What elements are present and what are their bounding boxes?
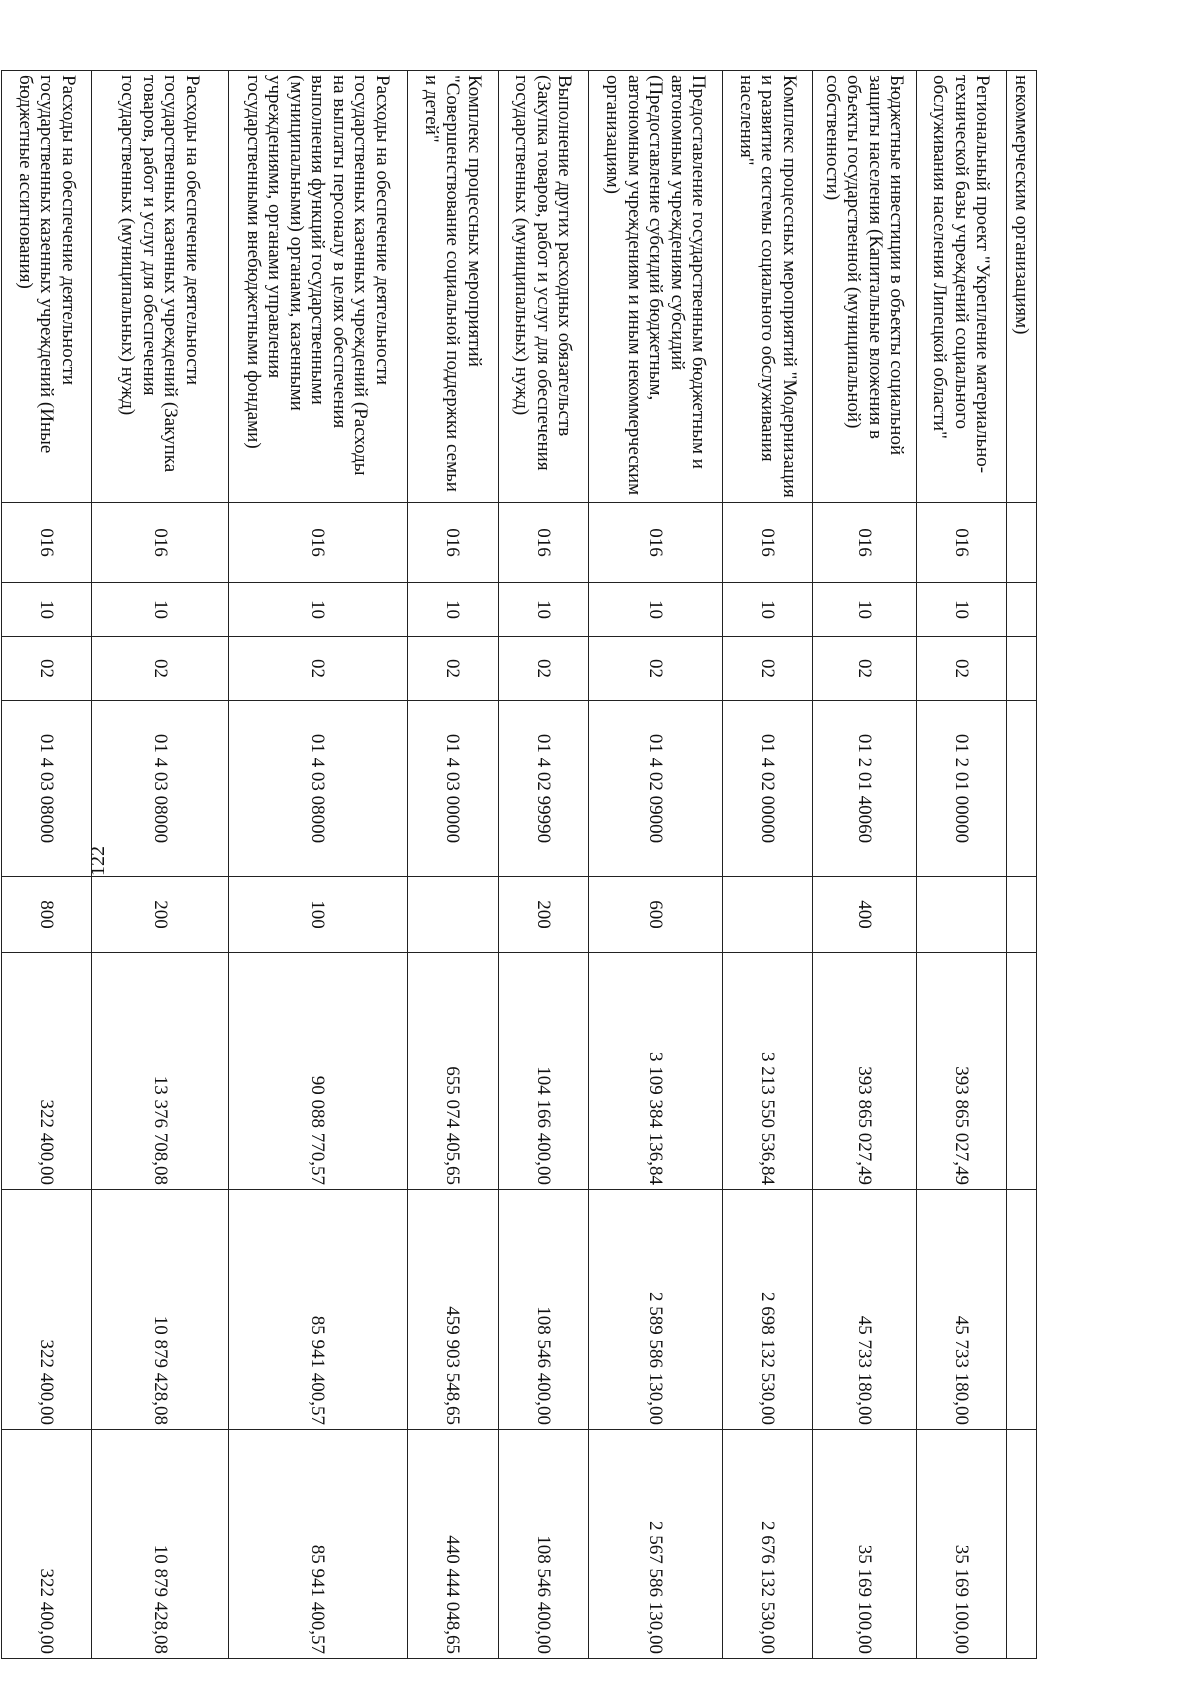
cell-rz bbox=[1006, 583, 1036, 637]
cell-name: Расходы на обеспечение деятельности государственных казенных учреждений (Закупка товаров, работ и услуг для обеспечения государственных (муниципальных) нужд) bbox=[92, 71, 229, 503]
cell-ved: 016 bbox=[407, 503, 498, 583]
cell-pr: 02 bbox=[588, 637, 722, 701]
cell-pr: 02 bbox=[2, 637, 92, 701]
cell-sum-1: 393 865 027,49 bbox=[916, 953, 1006, 1190]
cell-pr: 02 bbox=[723, 637, 813, 701]
cell-sum-2: 322 400,00 bbox=[2, 1190, 92, 1430]
cell-csr: 01 4 02 00000 bbox=[723, 701, 813, 877]
cell-pr: 02 bbox=[812, 637, 916, 701]
cell-sum-1: 90 088 770,57 bbox=[228, 953, 407, 1190]
cell-rz: 10 bbox=[407, 583, 498, 637]
cell-csr: 01 4 02 09000 bbox=[588, 701, 722, 877]
cell-name: Комплекс процессных мероприятий "Совершенствование социальной поддержки семьи и детей" bbox=[407, 71, 498, 503]
cell-ved: 016 bbox=[2, 503, 92, 583]
table-body bbox=[2, 71, 1037, 1659]
cell-sum-3: 35 169 100,00 bbox=[916, 1430, 1006, 1659]
cell-rz: 10 bbox=[92, 583, 229, 637]
cell-name: Расходы на обеспечение деятельности государственных казенных учреждений (Иные бюджетные ассигнования) bbox=[2, 71, 92, 503]
cell-sum-2: 45 733 180,00 bbox=[812, 1190, 916, 1430]
cell-sum-3: 35 169 100,00 bbox=[812, 1430, 916, 1659]
cell-ved: 016 bbox=[812, 503, 916, 583]
cell-vr: 100 bbox=[228, 877, 407, 953]
cell-pr: 02 bbox=[92, 637, 229, 701]
cell-csr: 01 2 01 00000 bbox=[916, 701, 1006, 877]
cell-sum-2: 459 903 548,65 bbox=[407, 1190, 498, 1430]
cell-sum-1: 13 376 708,08 bbox=[92, 953, 229, 1190]
cell-sum-1: 3 109 384 136,84 bbox=[588, 953, 722, 1190]
table-row bbox=[812, 71, 916, 1659]
cell-name: некоммерческим организациям) bbox=[1006, 71, 1036, 503]
cell-sum-1: 393 865 027,49 bbox=[812, 953, 916, 1190]
cell-ved: 016 bbox=[916, 503, 1006, 583]
table-row bbox=[498, 71, 588, 1659]
cell-sum-2 bbox=[1006, 1190, 1036, 1430]
cell-rz: 10 bbox=[588, 583, 722, 637]
cell-ved: 016 bbox=[723, 503, 813, 583]
cell-rz: 10 bbox=[812, 583, 916, 637]
cell-ved: 016 bbox=[498, 503, 588, 583]
table-row bbox=[723, 71, 813, 1659]
cell-sum-3: 2 676 132 530,00 bbox=[723, 1430, 813, 1659]
table-row bbox=[407, 71, 498, 1659]
cell-vr: 400 bbox=[812, 877, 916, 953]
cell-sum-2: 2 589 586 130,00 bbox=[588, 1190, 722, 1430]
cell-sum-1 bbox=[1006, 953, 1036, 1190]
cell-sum-3: 108 546 400,00 bbox=[498, 1430, 588, 1659]
cell-ved: 016 bbox=[588, 503, 722, 583]
cell-rz: 10 bbox=[498, 583, 588, 637]
page-number: 122 bbox=[87, 846, 109, 876]
cell-name: Бюджетные инвестиции в объекты социальной защиты населения (Капитальные вложения в объекты государственной (муниципальной) собственности) bbox=[812, 71, 916, 503]
cell-name: Предоставление государственным бюджетным и автономным учреждениям субсидий (Предоставление субсидий бюджетным, автономным учреждениям и иным некоммерческим организациям) bbox=[588, 71, 722, 503]
cell-csr: 01 2 01 40060 bbox=[812, 701, 916, 877]
cell-vr: 200 bbox=[92, 877, 229, 953]
cell-csr: 01 4 03 08000 bbox=[2, 701, 92, 877]
cell-rz: 10 bbox=[2, 583, 92, 637]
cell-sum-3: 2 567 586 130,00 bbox=[588, 1430, 722, 1659]
cell-vr: 200 bbox=[498, 877, 588, 953]
table-row bbox=[92, 71, 229, 1659]
table-row bbox=[588, 71, 722, 1659]
cell-ved bbox=[1006, 503, 1036, 583]
cell-vr bbox=[723, 877, 813, 953]
cell-sum-3 bbox=[1006, 1430, 1036, 1659]
table-row bbox=[2, 71, 92, 1659]
cell-sum-2: 2 698 132 530,00 bbox=[723, 1190, 813, 1430]
cell-vr bbox=[1006, 877, 1036, 953]
cell-csr: 01 4 02 99990 bbox=[498, 701, 588, 877]
cell-pr: 02 bbox=[407, 637, 498, 701]
cell-pr: 02 bbox=[228, 637, 407, 701]
cell-sum-1: 3 213 550 536,84 bbox=[723, 953, 813, 1190]
cell-pr: 02 bbox=[916, 637, 1006, 701]
cell-ved: 016 bbox=[228, 503, 407, 583]
cell-sum-1: 655 074 405,65 bbox=[407, 953, 498, 1190]
cell-name: Комплекс процессных мероприятий "Модернизация и развитие системы социального обслуживания населения" bbox=[723, 71, 813, 503]
cell-vr bbox=[407, 877, 498, 953]
cell-rz: 10 bbox=[723, 583, 813, 637]
cell-name: Выполнение других расходных обязательств (Закупка товаров, работ и услуг для обеспечения государственных (муниципальных) нужд) bbox=[498, 71, 588, 503]
cell-name: Расходы на обеспечение деятельности государственных казенных учреждений (Расходы на выплаты персоналу в целях обеспечения выполнения функций государственными (муниципальными) органами, казенными учреждениями, органами управления государственными внебюджетными фондами) bbox=[228, 71, 407, 503]
cell-pr bbox=[1006, 637, 1036, 701]
cell-sum-3: 322 400,00 bbox=[2, 1430, 92, 1659]
cell-vr: 600 bbox=[588, 877, 722, 953]
cell-csr bbox=[1006, 701, 1036, 877]
cell-vr bbox=[916, 877, 1006, 953]
cell-sum-2: 85 941 400,57 bbox=[228, 1190, 407, 1430]
cell-csr: 01 4 03 08000 bbox=[228, 701, 407, 877]
cell-rz: 10 bbox=[916, 583, 1006, 637]
budget-table bbox=[1, 70, 1037, 1659]
cell-sum-2: 10 879 428,08 bbox=[92, 1190, 229, 1430]
cell-sum-2: 108 546 400,00 bbox=[498, 1190, 588, 1430]
table-row bbox=[1006, 71, 1036, 1659]
cell-ved: 016 bbox=[92, 503, 229, 583]
cell-csr: 01 4 03 08000 bbox=[92, 701, 229, 877]
cell-sum-2: 45 733 180,00 bbox=[916, 1190, 1006, 1430]
table-container bbox=[1, 70, 1037, 1658]
cell-pr: 02 bbox=[498, 637, 588, 701]
cell-sum-1: 104 166 400,00 bbox=[498, 953, 588, 1190]
cell-sum-3: 10 879 428,08 bbox=[92, 1430, 229, 1659]
cell-sum-3: 440 444 048,65 bbox=[407, 1430, 498, 1659]
cell-vr: 800 bbox=[2, 877, 92, 953]
cell-csr: 01 4 03 00000 bbox=[407, 701, 498, 877]
cell-name: Региональный проект "Укрепление материально-технической базы учреждений социального обслуживания населения Липецкой области" bbox=[916, 71, 1006, 503]
table-row bbox=[228, 71, 407, 1659]
table-row bbox=[916, 71, 1006, 1659]
cell-rz: 10 bbox=[228, 583, 407, 637]
cell-sum-3: 85 941 400,57 bbox=[228, 1430, 407, 1659]
cell-sum-1: 322 400,00 bbox=[2, 953, 92, 1190]
